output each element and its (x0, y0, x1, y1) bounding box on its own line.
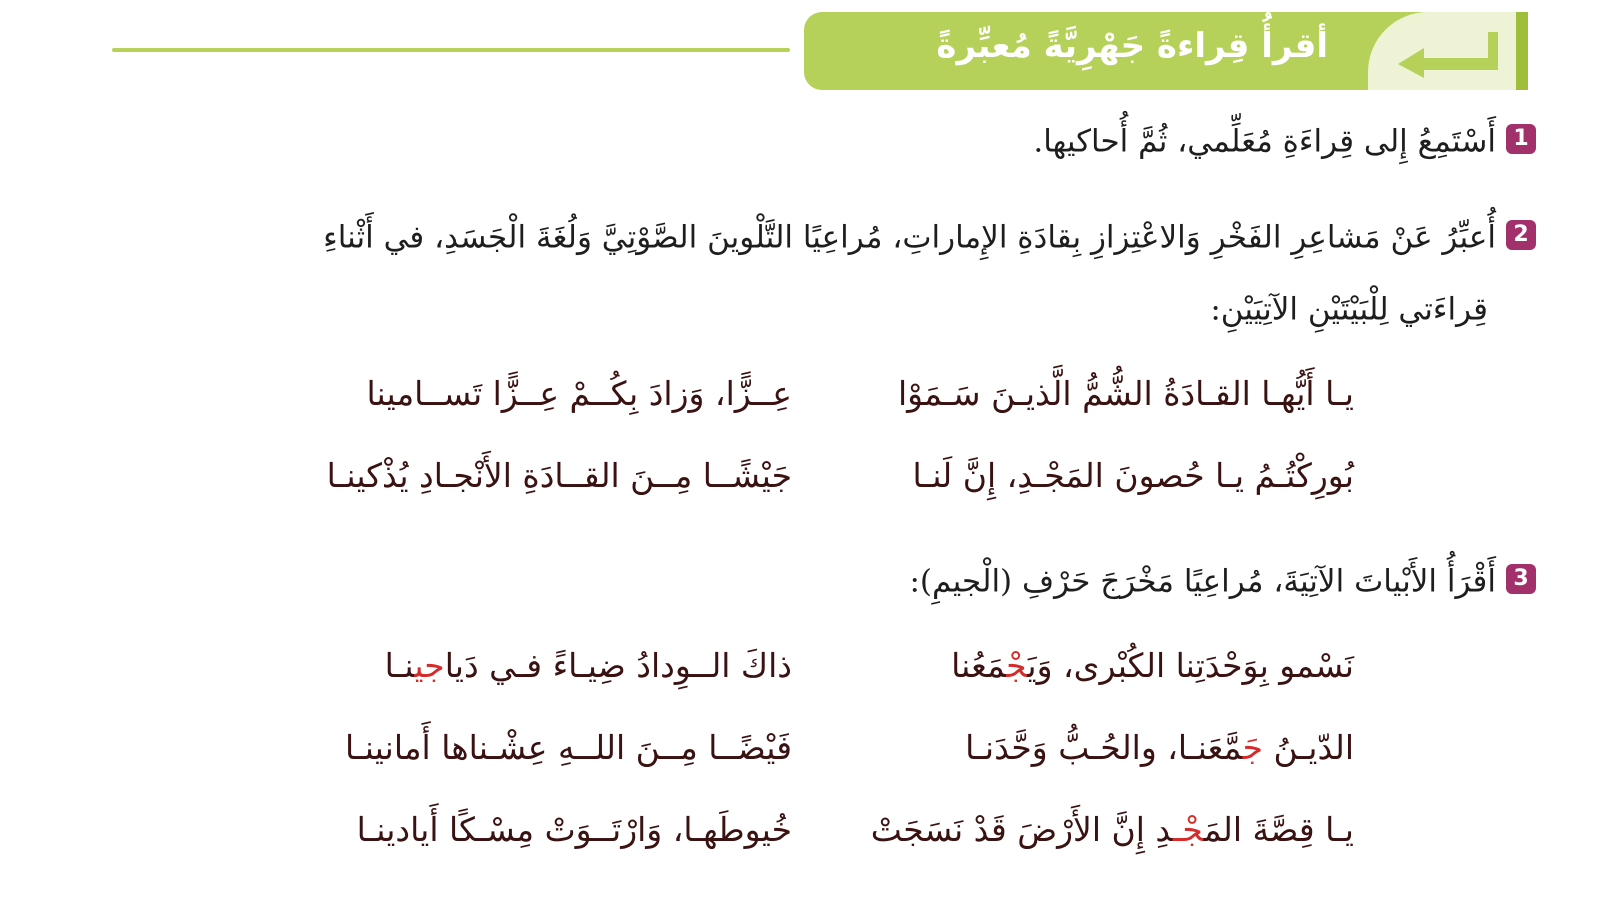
question-number-badge: 2 (1506, 220, 1536, 250)
verse-text: الدّيـنُ (1262, 728, 1354, 767)
poem2-verse1-first-hemistich (951, 636, 1354, 696)
verse-text: ذاكَ الــوِدادُ ضِيـاءً فـي دَيا (444, 646, 792, 685)
jeem-highlight: جْـ (1172, 810, 1204, 849)
poem2-verse3-second-hemistich (357, 800, 792, 860)
verse-text: نَسْمو بِوَحْدَتِنا الكُبْرى، وَيَ (1027, 646, 1354, 685)
header-edge (1516, 12, 1528, 90)
question-number-badge: 3 (1506, 564, 1536, 594)
poem1-verse2-second-hemistich: جَيْشًــا مِــنَ القــادَةِ الأَنْجـادِ يُذْكينـا (326, 456, 792, 495)
verse-text: نـا (384, 646, 415, 685)
verse-text: مَعُنا (951, 646, 1007, 685)
question-text-line1: أُعبِّرُ عَنْ مَشاعِرِ الفَخْرِ وَالاعْتِزازِ بِقادَةِ الإِماراتِ، مُراعِيًا التَّلْوينَ الصَّوْتِيَّ وَلُغَةَ الْجَسَدِ، في أَثْناءِ (323, 219, 1496, 256)
header-rule (112, 48, 790, 52)
return-arrow-icon (1390, 26, 1500, 78)
question-text: أَسْتَمِعُ إِلى قِراءَةِ مُعَلِّمي، ثُمَّ أُحاكيها. (1033, 123, 1496, 160)
poem1-verse1-second-hemistich: عِــزًّا، وَزادَ بِكُــمْ عِــزًّا تَســامينا (366, 374, 792, 413)
verse-text: مَّعَنـا، والحُـبُّ وَحَّدَنـا (965, 728, 1243, 767)
verse-text: خُيوطَهـا، وَارْتَــوَتْ مِسْـكًا أَيادينـا (356, 810, 792, 849)
jeem-highlight: جَ (1242, 728, 1263, 767)
question-number-badge: 1 (1506, 124, 1536, 154)
poem2-verse3-first-hemistich (871, 800, 1354, 860)
section-title: أقرأُ قِراءةً جَهْرِيَّةً مُعبِّرةً (936, 26, 1328, 66)
question-text: أَقْرَأُ الأَبْياتَ الآتِيَةَ، مُراعِيًا مَخْرَجَ حَرْفِ (الْجيمِ): (909, 563, 1496, 600)
verse-text: دِ إِنَّ الأَرْضَ قَدْ نَسَجَتْ (870, 810, 1173, 849)
verse-text: فَيْضًــا مِــنَ اللــهِ عِشْـناها أَمانينـا (345, 728, 792, 767)
question-text-line2: قِراءَتي لِلْبَيْتَيْنِ الآتِيَيْنِ: (1210, 291, 1488, 328)
section-header (804, 12, 1528, 90)
poem1-verse1-first-hemistich: يـا أَيُّهـا القـادَةُ الشُّمُّ الَّذيـنَ سَـمَوْا (897, 374, 1354, 413)
jeem-highlight: جْ (1006, 646, 1028, 685)
poem2-verse2-second-hemistich (345, 718, 792, 778)
poem1-verse2-first-hemistich: بُورِكْتُـمُ يـا حُصونَ المَجْـدِ، إِنَّ لَنـا (912, 456, 1354, 495)
poem2-verse1-second-hemistich (385, 636, 792, 696)
question-2 (323, 204, 1536, 270)
question-1 (1033, 108, 1536, 174)
question-3 (909, 548, 1536, 614)
question-2-continuation (1210, 276, 1488, 342)
verse-text: يـا قِصَّةَ المَ (1203, 810, 1354, 849)
jeem-highlight: جي (414, 646, 445, 685)
poem2-verse2-first-hemistich (965, 718, 1354, 778)
